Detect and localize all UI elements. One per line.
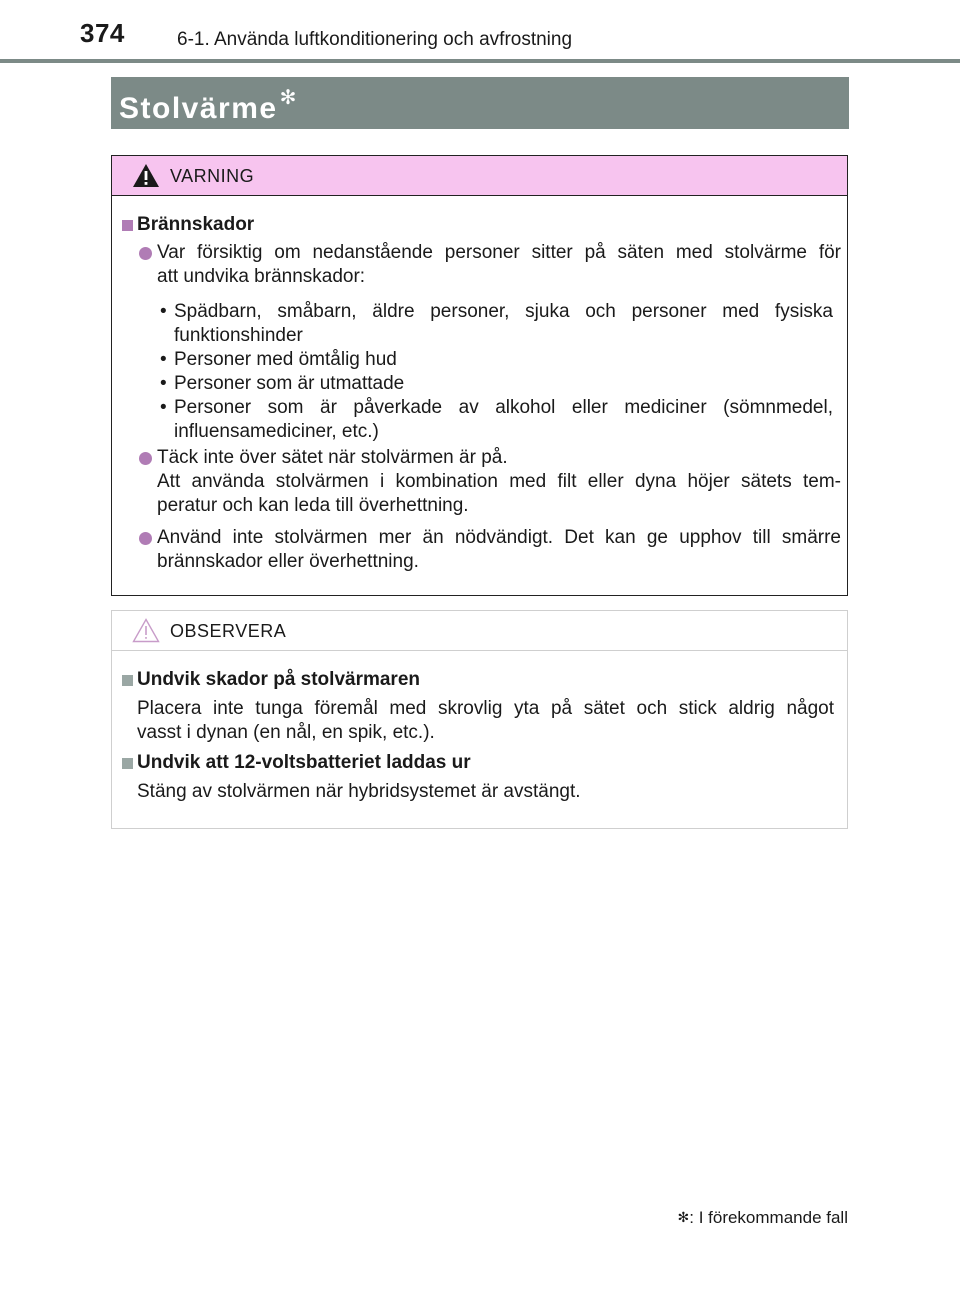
asterisk-icon: ✻	[279, 87, 298, 109]
warning-sub1-line1: Spädbarn, småbarn, äldre personer, sjuka och personer med fysiska	[174, 301, 833, 322]
warning-item1-line2: att undvika brännskador:	[157, 266, 366, 287]
notice-heading-2: Undvik att 12-voltsbatteriet laddas ur	[137, 752, 471, 773]
warning-item1-line1: Var försiktig om nedanstående personer sitter på säten med stolvärme för	[157, 242, 841, 263]
warning-item2-line3: peratur och kan leda till överhettning.	[157, 495, 469, 516]
section-title-text: Stolvärme	[119, 92, 278, 125]
sub-bullet-icon: •	[160, 373, 167, 394]
notice-text1-line2: vasst i dynan (en nål, en spik, etc.).	[137, 722, 435, 743]
notice-heading-1: Undvik skador på stolvärmaren	[137, 669, 420, 690]
warning-item2-line2: Att använda stolvärmen i kombination med filt eller dyna höjer sätets tem-	[157, 471, 841, 492]
notice-header	[112, 611, 847, 651]
heading-square-icon	[122, 220, 133, 231]
section-header	[111, 77, 849, 129]
bullet-dot-icon	[139, 247, 152, 260]
warning-sub4-line1: Personer som är påverkade av alkohol eller mediciner (sömnmedel,	[174, 397, 833, 418]
warning-triangle-icon	[132, 163, 160, 188]
heading-square-icon	[122, 675, 133, 686]
notice-text2: Stäng av stolvärmen när hybridsystemet är avstängt.	[137, 781, 581, 802]
warning-label: VARNING	[170, 166, 255, 186]
warning-box	[111, 155, 848, 596]
footnote	[678, 1208, 848, 1228]
bullet-dot-icon	[139, 452, 152, 465]
warning-sub3: Personer som är utmattade	[174, 373, 405, 394]
header-rule	[0, 59, 960, 63]
notice-text1-line1: Placera inte tunga föremål med skrovlig yta på sätet och stick aldrig något	[137, 698, 834, 719]
sub-bullet-icon: •	[160, 349, 167, 370]
warning-item3-line1: Använd inte stolvärmen mer än nödvändigt. Det kan ge upphov till smärre	[157, 527, 841, 548]
notice-label: OBSERVERA	[170, 621, 287, 641]
heading-square-icon	[122, 758, 133, 769]
asterisk-icon: ✻	[677, 1209, 690, 1225]
sub-bullet-icon: •	[160, 301, 167, 322]
bullet-dot-icon	[139, 532, 152, 545]
section-title	[119, 85, 298, 126]
footnote-text: : I förekommande fall	[689, 1208, 848, 1227]
page-number: 374	[80, 18, 125, 48]
warning-item3-line2: brännskador eller överhettning.	[157, 551, 419, 572]
caution-triangle-icon	[132, 618, 160, 643]
warning-heading: Brännskador	[137, 214, 255, 235]
warning-item2-line1: Täck inte över sätet när stolvärmen är på.	[157, 447, 508, 468]
warning-sub2: Personer med ömtålig hud	[174, 349, 397, 370]
notice-box	[111, 610, 848, 829]
sub-bullet-icon: •	[160, 397, 167, 418]
chapter-title: 6-1. Använda luftkonditionering och avfrostning	[177, 29, 573, 50]
warning-header	[112, 156, 847, 196]
warning-sub4-line2: influensamediciner, etc.)	[174, 421, 379, 442]
warning-sub1-line2: funktionshinder	[174, 325, 303, 346]
